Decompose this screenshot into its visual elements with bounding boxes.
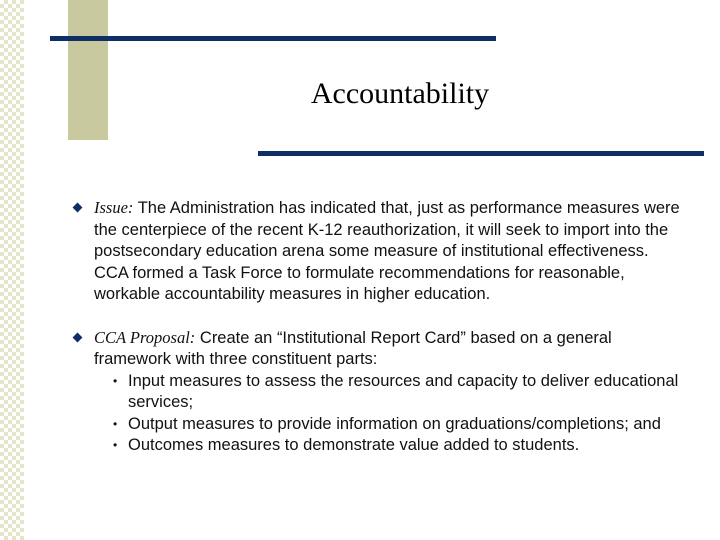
tan-accent-block bbox=[68, 0, 108, 140]
slide-content bbox=[74, 197, 684, 478]
sub-item-text: Outcomes measures to demonstrate value added to students. bbox=[128, 436, 580, 454]
bullet-term: Issue: bbox=[94, 198, 134, 217]
sub-item-text: Input measures to assess the resources and capacity to deliver educational services; bbox=[128, 371, 679, 411]
top-accent-bar bbox=[50, 36, 496, 41]
diamond-bullet-icon bbox=[73, 332, 83, 342]
bullet-text: The Administration has indicated that, just as performance measures were the centerpiece of the recent K-12 reauthorization, it will seek to import into the postsecondary education arena some measure of institutional effectiveness. CCA formed a Task Force to formulate recommendations for reasonable, workable accountability measures in higher education. bbox=[94, 199, 680, 303]
dot-bullet-icon: • bbox=[113, 373, 118, 388]
bullet-proposal bbox=[74, 327, 684, 457]
sub-item-output bbox=[107, 414, 684, 436]
bottom-accent-bar bbox=[258, 151, 704, 156]
sub-item-input bbox=[107, 371, 684, 414]
sub-list bbox=[94, 371, 684, 457]
bullet-issue bbox=[74, 197, 684, 306]
diamond-bullet-icon bbox=[73, 203, 83, 213]
dot-bullet-icon: • bbox=[113, 416, 118, 431]
bullet-text: Create an “Institutional Report Card” based on a general framework with three constituent parts: bbox=[94, 328, 612, 368]
dot-bullet-icon: • bbox=[113, 438, 118, 452]
sub-item-text: Output measures to provide information on graduations/completions; and bbox=[128, 414, 661, 433]
sub-item-outcomes bbox=[107, 435, 684, 457]
slide-title: Accountability bbox=[310, 77, 490, 110]
bullet-term: CCA Proposal: bbox=[94, 327, 196, 347]
checkered-strip bbox=[0, 0, 24, 540]
